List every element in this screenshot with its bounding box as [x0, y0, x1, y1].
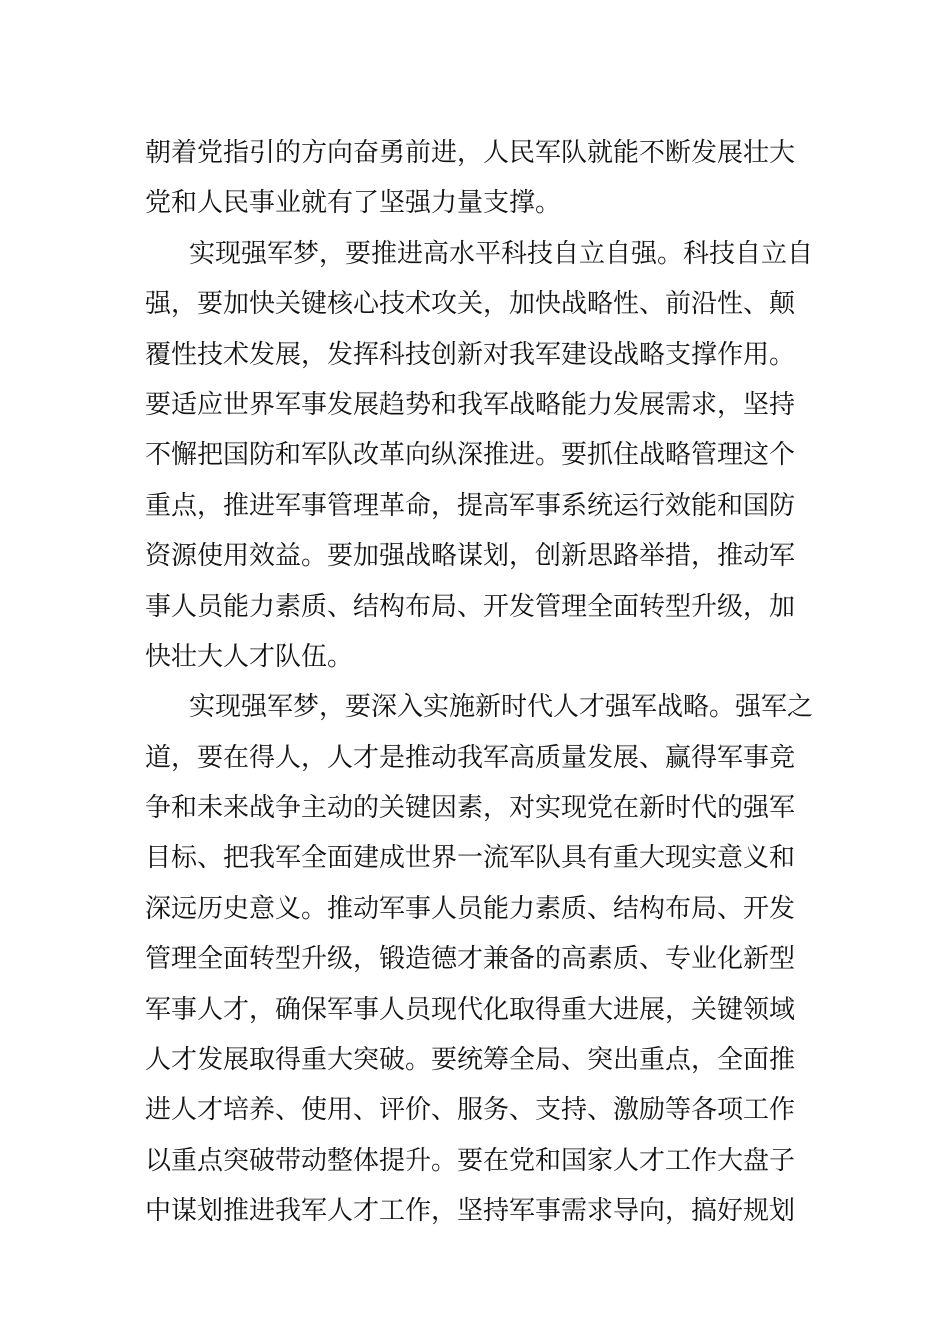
- text-line-8: 重点，推进军事管理革命，提高军事系统运行效能和国防: [145, 490, 796, 521]
- text-line-15: 目标、把我军全面建成世界一流军队具有重大现实意义和: [145, 843, 796, 874]
- text-line-13: 道，要在得人，人才是推动我军高质量发展、赢得军事竞: [145, 742, 796, 773]
- text-line-17: 管理全面转型升级，锻造德才兼备的高素质、专业化新型: [145, 944, 796, 975]
- paragraph-start-line-3: 实现强军梦，要推进高水平科技自立自强。科技自立自: [189, 238, 814, 269]
- paragraph-start-line-12: 实现强军梦，要深入实施新时代人才强军战略。强军之: [189, 692, 814, 723]
- text-line-22: 中谋划推进我军人才工作，坚持军事需求导向，搞好规划: [145, 1196, 796, 1227]
- text-line-18: 军事人才，确保军事人员现代化取得重大进展，关键领域: [145, 994, 796, 1025]
- text-line-2: 党和人民事业就有了坚强力量支撑。: [145, 188, 562, 219]
- text-line-16: 深远历史意义。推动军事人员能力素质、结构布局、开发: [145, 893, 796, 924]
- text-line-10: 事人员能力素质、结构布局、开发管理全面转型升级，加: [145, 591, 796, 622]
- text-line-11: 快壮大人才队伍。: [145, 641, 354, 672]
- text-line-1: 朝着党指引的方向奋勇前进，人民军队就能不断发展壮大: [145, 138, 796, 168]
- text-line-6: 要适应世界军事发展趋势和我军战略能力发展需求，坚持: [145, 389, 796, 420]
- text-line-20: 进人才培养、使用、评价、服务、支持、激励等各项工作: [145, 1095, 796, 1126]
- text-line-21: 以重点突破带动整体提升。要在党和国家人才工作大盘子: [145, 1145, 796, 1176]
- text-line-5: 覆性技术发展，发挥科技创新对我军建设战略支撑作用。: [145, 339, 796, 370]
- text-line-4: 强，要加快关键核心技术攻关，加快战略性、前沿性、颠: [145, 289, 796, 320]
- text-line-9: 资源使用效益。要加强战略谋划，创新思路举措，推动军: [145, 541, 796, 572]
- text-line-7: 不懈把国防和军队改革向纵深推进。要抓住战略管理这个: [145, 440, 796, 471]
- text-line-19: 人才发展取得重大突破。要统筹全局、突出重点，全面推: [145, 1045, 796, 1076]
- text-line-14: 争和未来战争主动的关键因素，对实现党在新时代的强军: [145, 793, 796, 824]
- body-text: [145, 128, 815, 1237]
